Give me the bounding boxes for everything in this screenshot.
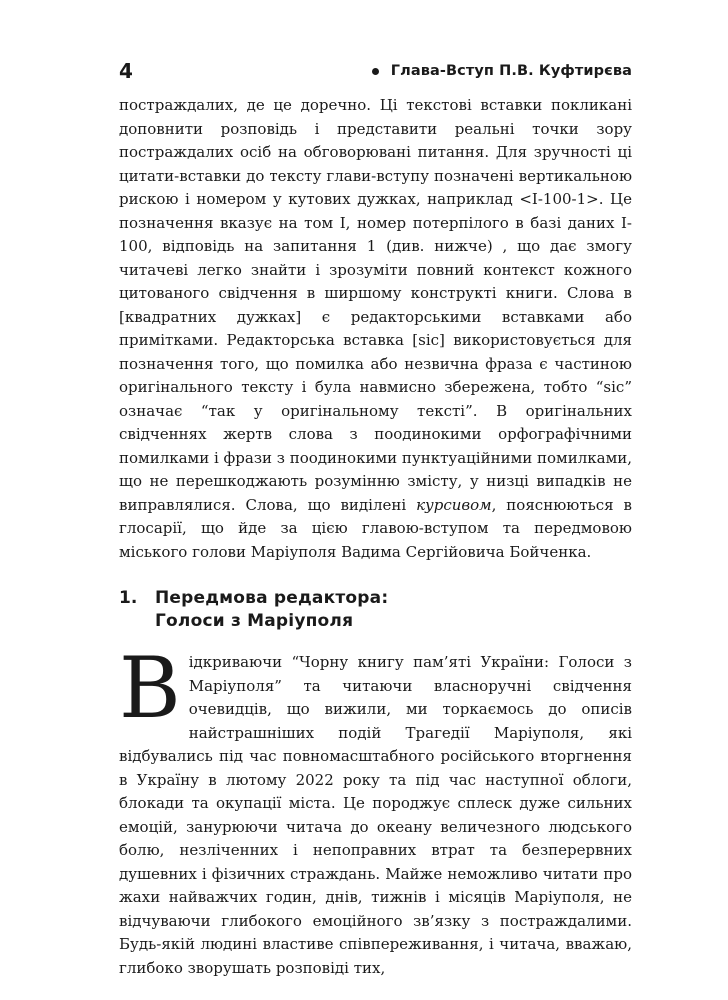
section-title	[155, 587, 388, 633]
running-header	[119, 58, 632, 84]
drop-cap: В	[119, 639, 181, 737]
italic-term: курсивом	[416, 495, 492, 514]
body-paragraph	[119, 639, 632, 980]
intro-paragraph	[119, 94, 632, 564]
section-title-line-2: Голоси з Маріуполя	[155, 611, 354, 631]
page-content	[119, 94, 632, 980]
body-text: ідкриваючи “Чорну книгу пам’яті України: Голоси з Маріуполя” та читаючи власноручні свідчення очевидців, що вижили, ми торкаємось до описів найстрашніших подій Трагедії Маріуполя, які відбувались під час повномасштабного російського вторгнення в Україну в лютому 2022 року та під час наступної облоги, блокади та окупації міста. Це породжує сплеск дуже сильних емоцій, занурюючи читача до океану величезного людського болю, незліченних і непоправних втрат та безперервних душевних і фізичних страждань. Майже неможливо читати про жахи найважчих годин, днів, тижнів і місяців Маріуполя, не відчуваючи глибокого емоційного зв’язку з постраждалими. Будь-якій людині властиве співпереживання, і читача, вважаю, глибоко зворушать розповіді тих,	[119, 653, 632, 977]
section-number: 1.	[119, 588, 138, 608]
running-title	[372, 63, 632, 79]
page-number: 4	[119, 59, 133, 83]
bullet-icon	[372, 68, 379, 75]
running-title-text: Глава-Вступ П.В. Куфтирєва	[390, 63, 632, 79]
intro-text-start: постраждалих, де це доречно. Ці текстові вставки покликані доповнити розповідь і представити реальні точки зору постраждалих осіб на обговорювані питання. Для зручності ці цитати-вставки до тексту глави-вступу позначені вертикальною рискою і номером у кутових дужках, наприклад <I-100-1>. Це позначення вказує на том I, номер потерпілого в базі даних I-100, відповідь на запитання 1 (див. нижче) , що дає змогу читачеві легко знайти і зрозуміти повний контекст кожного цитованого свідчення в ширшому конструкті книги. Слова в [квадратних дужках] є редакторськими вставками або примітками. Редакторська вставка [sic] використовується для позначення того, що помилка або незвична фраза є частиною оригінального тексту і була навмисно збережена, тобто “sic” означає “так у оригінальному тексті”. В оригінальних свідченнях жертв слова з поодинокими орфографічними помилками і фрази з поодинокими пунктуаційними помилками, що не перешкоджають розумінню змісту, у низці випадків не виправлялися. Слова, що виділені	[119, 96, 632, 514]
intro-text-end: , пояснюються в глосарії, що йде за цією главою-вступом та передмовою міського голови Маріуполя Вадима Сергійовича Бойченка.	[119, 495, 633, 561]
section-heading	[119, 587, 632, 633]
section-title-line-1: Передмова редактора:	[155, 588, 389, 608]
